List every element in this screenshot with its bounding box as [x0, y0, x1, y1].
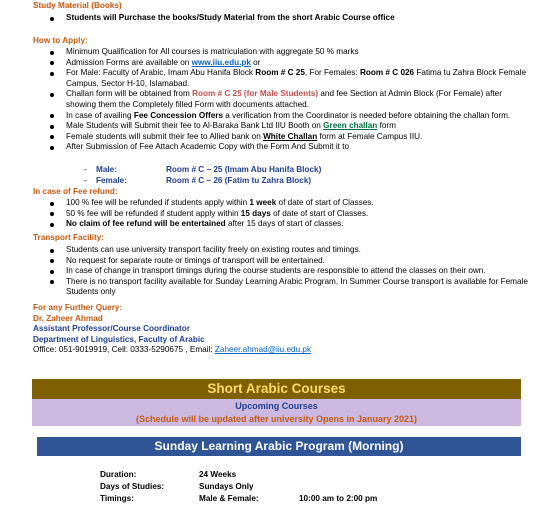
email-link[interactable]: Zaheer.ahmad@iiu.edu.pk	[214, 345, 312, 355]
transport-heading: Transport Facility:	[33, 233, 104, 242]
schedule-note: (Schedule will be updated after university Opens in January 2021)	[135, 414, 418, 424]
list-item: There is no transport facility available for Sunday Learning Arabic Program. In Summer Course transport is available for Female Students only	[0, 277, 530, 298]
list-item: Admission Forms are available on www.iiu.edu.pk or	[0, 58, 530, 69]
detail-row-duration: Duration: 24 Weeks	[100, 470, 237, 479]
short-arabic-courses-banner: Short Arabic Courses	[32, 379, 521, 399]
list-item: Minimum Qualification for All courses is matriculation with aggregate 50 % marks	[0, 47, 530, 58]
list-item: For Male: Faculty of Arabic, Imam Abu Hanifa Block Room # C 25, For Females: Room # C 026 Fatima tu Zahra Block Female Campus, Sector H-10, Islamabad.	[0, 68, 530, 89]
list-item: 50 % fee will be refunded if student apply within 15 days of date of start of Classes.	[0, 209, 530, 220]
list-item: Challan form will be obtained from Room # C 25 (for Male Students) and fee Section at Admin Block (For Female) after showing them the Completely filled Form with documents attached.	[0, 89, 530, 110]
contact-name: Dr. Zaheer Ahmad	[33, 313, 103, 323]
study-material-heading: Study Material (Books)	[33, 1, 122, 10]
list-item: In case of availing Fee Concession Offers a verification from the Coordinator is needed before obtaining the challan form.	[0, 111, 530, 122]
how-to-apply-list	[0, 47, 530, 153]
detail-row-days: Days of Studies: Sundays Only	[100, 482, 254, 491]
list-item: Male Students will Submit their fee to Al-Baraka Bank Ltd IIU Booth on Green challan form	[0, 121, 530, 132]
transport-list	[0, 245, 530, 298]
how-to-apply-heading: How to Apply:	[33, 36, 88, 45]
list-item: In case of change in transport timings during the course students are responsible to attend the classes on their own.	[0, 266, 530, 277]
query-heading: For any Further Query:	[33, 303, 123, 312]
contact-department: Department of Linguistics, Faculty of Arabic	[33, 334, 205, 344]
list-item: After Submission of Fee Attach Academic Copy with the Form And Submit it to	[0, 142, 530, 153]
refund-heading: In case of Fee refund:	[33, 187, 118, 196]
detail-row-timings: Timings: Male & Female: 10:00 am to 2:00 pm	[100, 494, 378, 503]
upcoming-courses-title: Upcoming Courses	[235, 401, 318, 411]
list-item: Students will Purchase the books/Study Material from the short Arabic Course office	[0, 13, 530, 24]
list-item: No claim of fee refund will be entertained after 15 days of start of classes.	[0, 219, 530, 230]
contact-line: Office: 051-9019919, Cell: 0333-5290675 , Email: Zaheer.ahmad@iiu.edu.pk	[33, 345, 312, 355]
refund-list	[0, 198, 530, 230]
list-item: 100 % fee will be refunded if students apply within 1 week of date of start of Classes.	[0, 198, 530, 209]
upcoming-courses-banner	[32, 399, 521, 426]
list-item: No request for separate route or timings of transport will be entertained.	[0, 256, 530, 267]
website-link[interactable]: www.iiu.edu.pk	[191, 57, 251, 67]
list-item: Students can use university transport facility freely on existing routes and timings.	[0, 245, 530, 256]
submit-row-male: - Male: Room # C – 25 (Imam Abu Hanifa Block)	[84, 165, 322, 174]
study-material-list	[0, 13, 530, 24]
submit-row-female: - Female: Room # C – 26 (Fatim tu Zahra Block)	[84, 176, 312, 185]
sunday-program-banner: Sunday Learning Arabic Program (Morning)	[37, 437, 521, 456]
contact-designation: Assistant Professor/Course Coordinator	[33, 324, 190, 334]
list-item: Female students will submit their fee to Allied bank on White Challan form at Female Campus IIU.	[0, 132, 530, 143]
contact-block	[33, 303, 311, 356]
